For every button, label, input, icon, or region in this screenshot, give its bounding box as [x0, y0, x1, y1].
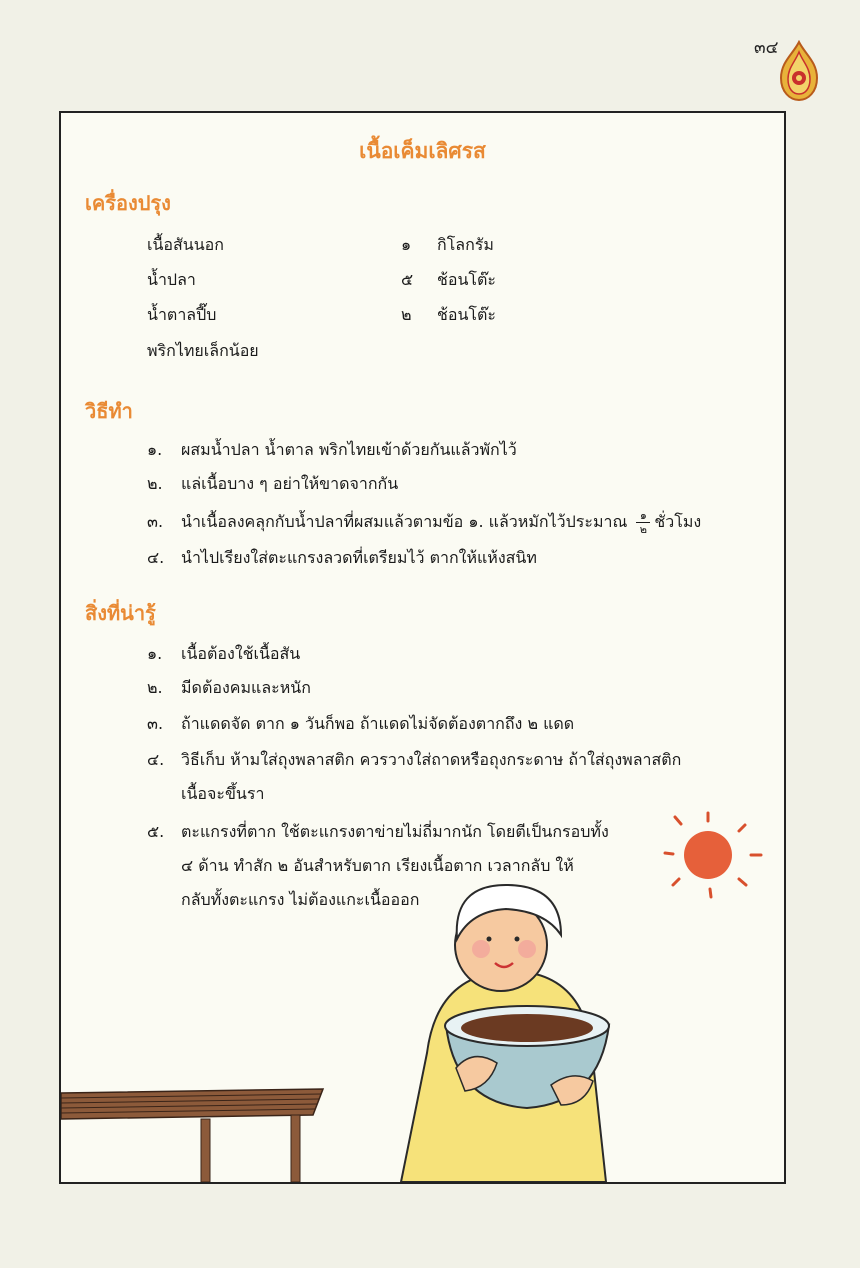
ingredient-qty: ๕	[401, 270, 414, 289]
tip-text-continued: เนื้อจะขึ้นรา	[181, 784, 265, 803]
step-text: แล่เนื้อบาง ๆ อย่าให้ขาดจากกัน	[181, 474, 399, 493]
ingredient-name: น้ำตาลปี๊บ	[147, 305, 217, 324]
step-text-after: ชั่วโมง	[654, 512, 702, 531]
sun-icon	[665, 813, 761, 897]
step-number: ๔.	[147, 548, 165, 567]
ingredient-name: เนื้อสันนอก	[147, 235, 224, 254]
tips-heading: สิ่งที่น่ารู้	[85, 601, 156, 625]
ingredient-qty: ๒	[401, 305, 412, 324]
step-text: ผสมน้ำปลา น้ำตาล พริกไทยเข้าด้วยกันแล้วพักไว้	[181, 440, 517, 459]
tip-number: ๑.	[147, 644, 163, 663]
step-number: ๑.	[147, 440, 163, 459]
cook-illustration	[401, 885, 609, 1182]
tip-text: ถ้าแดดจัด ตาก ๑ วันก็พอ ถ้าแดดไม่จัดต้องตากถึง ๒ แดด	[181, 714, 575, 733]
step-text: นำไปเรียงใส่ตะแกรงลวดที่เตรียมไว้ ตากให้แห้งสนิท	[181, 548, 537, 567]
tip-text: เนื้อต้องใช้เนื้อสัน	[181, 644, 301, 663]
emblem-icon	[776, 40, 822, 102]
tip-number: ๕.	[147, 822, 165, 841]
page-illustrations	[61, 113, 784, 1182]
page-number: ๓๔	[754, 38, 779, 58]
step-text: นำเนื้อลงคลุกกับน้ำปลาที่ผสมแล้วตามข้อ ๑. แล้วหมักไว้ประมาณ	[181, 512, 628, 531]
ingredient-name: น้ำปลา	[147, 270, 196, 289]
tip-text: ตะแกรงที่ตาก ใช้ตะแกรงตาข่ายไม่ถี่มากนัก โดยตีเป็นกรอบทั้ง	[181, 822, 609, 841]
fraction-numerator: ๑	[639, 509, 647, 522]
ingredient-unit: กิโลกรัม	[437, 235, 494, 254]
tip-text: มีดต้องคมและหนัก	[181, 678, 311, 697]
step-number: ๓.	[147, 512, 164, 531]
tip-number: ๓.	[147, 714, 164, 733]
tip-number: ๒.	[147, 678, 163, 697]
tip-text-continued: ๔ ด้าน ทำสัก ๒ อันสำหรับตาก เรียงเนื้อตาก เวลากลับ ให้	[181, 856, 574, 875]
method-heading: วิธีทำ	[85, 399, 133, 423]
recipe-title: เนื้อเค็มเลิศรส	[359, 139, 486, 163]
step-number: ๒.	[147, 474, 163, 493]
tip-text-continued: กลับทั้งตะแกรง ไม่ต้องแกะเนื้อออก	[181, 890, 420, 909]
drying-rack-illustration	[61, 1089, 323, 1182]
ingredients-heading: เครื่องปรุง	[85, 191, 171, 215]
tip-text: วิธีเก็บ ห้ามใส่ถุงพลาสติก ควรวางใส่ถาดหรือถุงกระดาษ ถ้าใส่ถุงพลาสติก	[181, 750, 682, 769]
ingredient-unit: ช้อนโต๊ะ	[437, 270, 496, 289]
ingredient-qty: ๑	[401, 235, 412, 254]
tip-number: ๔.	[147, 750, 165, 769]
ingredient-name: พริกไทยเล็กน้อย	[147, 341, 259, 360]
ingredient-unit: ช้อนโต๊ะ	[437, 305, 496, 324]
recipe-frame	[59, 111, 786, 1184]
fraction-denominator: ๒	[639, 523, 648, 536]
